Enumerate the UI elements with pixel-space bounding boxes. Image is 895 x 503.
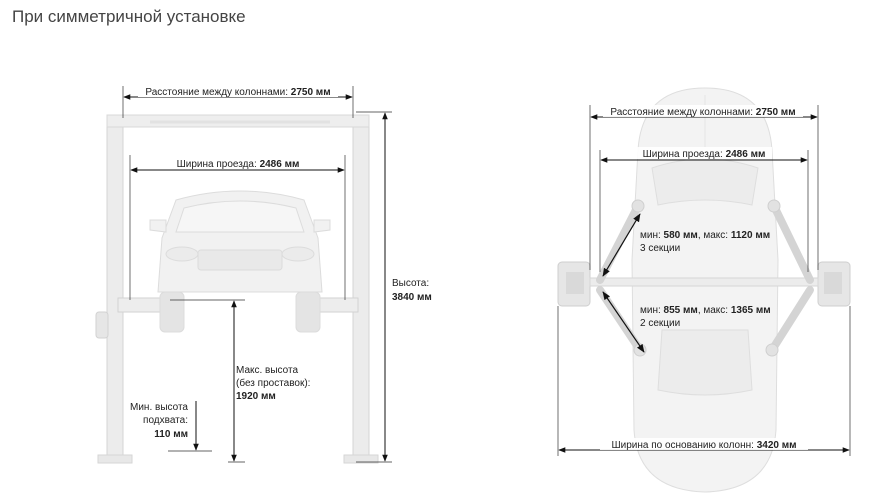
max-height-value: 1920 мм: [236, 391, 276, 402]
car-front: [150, 191, 330, 332]
left-column: [107, 118, 123, 462]
right-column: [353, 118, 369, 462]
arm3-range-text: мин: 580 мм, макс: 1120 мм: [640, 230, 771, 241]
min-height-value: 110 мм: [154, 429, 188, 440]
top-drive-width-text: Ширина проезда: 2486 мм: [642, 149, 766, 160]
arm2-sections-text: 2 секции: [640, 318, 681, 329]
front-height-label: Высота:: [392, 278, 430, 289]
max-height-line2: (без проставок):: [236, 378, 311, 389]
page-title: При симметричной установке: [12, 7, 246, 26]
top-base-width-text: Ширина по основанию колонн: 3420 мм: [611, 440, 797, 451]
max-height-line1: Макс. высота: [236, 365, 299, 376]
top-column-distance-text: Расстояние между колоннами: 2750 мм: [610, 107, 796, 118]
front-height-value: 3840 мм: [392, 292, 432, 303]
front-view: [96, 85, 432, 463]
min-height-line1: Мин. высота: [130, 402, 188, 413]
arm2-range-text: мин: 855 мм, макс: 1365 мм: [640, 305, 771, 316]
arm3-sections-text: 3 секции: [640, 243, 681, 254]
front-column-distance-text: Расстояние между колоннами: 2750 мм: [145, 87, 331, 98]
front-drive-width-text: Ширина проезда: 2486 мм: [176, 159, 300, 170]
top-view: [558, 88, 850, 492]
min-height-line2: подхвата:: [143, 415, 188, 426]
